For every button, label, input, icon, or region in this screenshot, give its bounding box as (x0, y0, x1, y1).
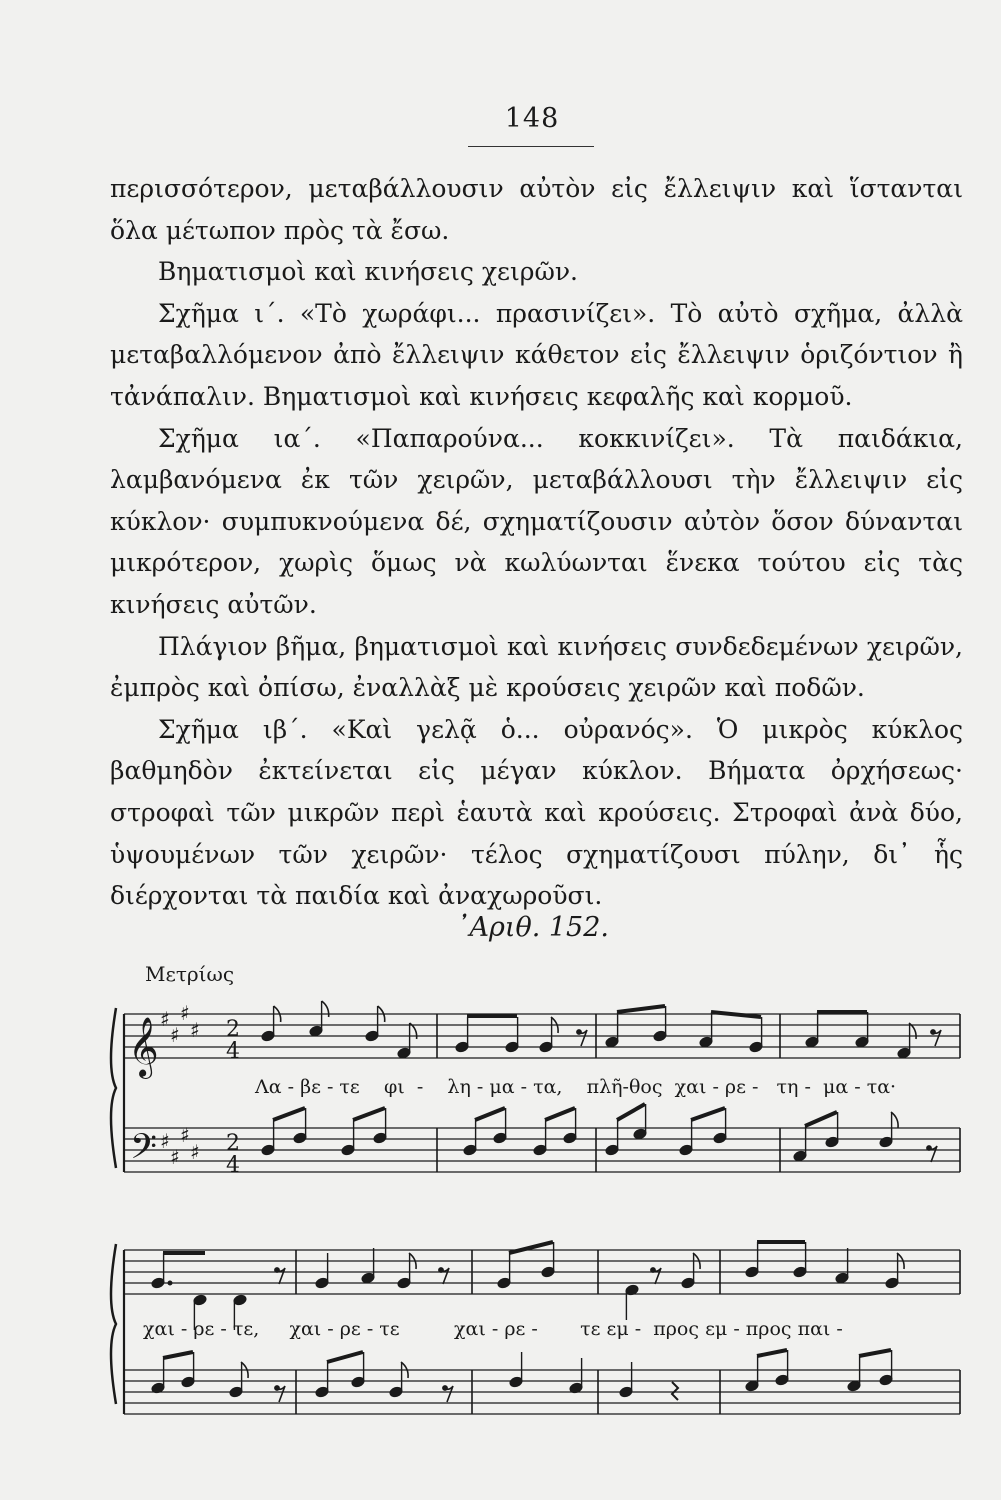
lyric-syllable: ρε (339, 1318, 361, 1340)
lyric-syllable: χαι (289, 1318, 322, 1340)
lyric-syllable: χαι (454, 1318, 486, 1340)
key-sharp: ♯ (170, 1145, 180, 1169)
lyric-syllable: μα (489, 1076, 515, 1098)
lyric-hyphen: - (180, 1318, 188, 1340)
lyric-syllable: φι (383, 1076, 405, 1098)
note-dot (168, 1281, 172, 1285)
lyric-syllable: τε (339, 1076, 360, 1098)
paragraph: Βηματισμοὶ καὶ κινήσεις χειρῶν. (158, 257, 578, 287)
system-brace (111, 1244, 116, 1404)
lyric-hyphen: - (491, 1318, 499, 1340)
lyric-syllable: Λα (255, 1076, 282, 1098)
key-sharp: ♯ (160, 1129, 170, 1153)
key-sharp: ♯ (190, 1018, 200, 1042)
key-sharp: ♯ (180, 1123, 190, 1147)
note-beam (617, 1006, 665, 1012)
lyric-syllable: θος (628, 1076, 663, 1098)
paragraph: Σχῆμα ιβ΄. «Καὶ γελᾷ ὁ... οὐρανός». Ὁ μικρὸς κύκλος βαθμηδὸν ἐκτείνεται εἰς μέγαν κύκλον. Βήματα ὀρχήσεως· στροφαὶ τῶν μικρῶν περὶ ἑαυτὰ καὶ κρούσεις. Στροφαὶ ἀνὰ δύο, ὑψουμένων τῶν χειρῶν· τέλος σχηματίζουσι πύλην, δι᾽ ἧς διέρχονται τὰ παιδία καὶ ἀναχωροῦσι. (110, 714, 963, 911)
note-beam (805, 1112, 837, 1126)
lyric-hyphen: - (804, 1076, 811, 1098)
time-signature-bottom: 4 (226, 1153, 240, 1178)
rest-dot (651, 1268, 656, 1273)
system-brace (111, 1008, 116, 1168)
lyric-syllable: εμ (606, 1318, 629, 1340)
time-signature-top: 2 (226, 1017, 240, 1042)
lyric-hyphen: - (836, 1318, 843, 1340)
note-beam (327, 1352, 363, 1362)
rest-dot (439, 1268, 444, 1273)
treble-clef: 𝄞 (128, 1017, 159, 1077)
lyric-hyphen: - (854, 1076, 861, 1098)
note-beam (617, 1104, 645, 1120)
example-caption: ᾿Αριθ. 152. (456, 912, 609, 943)
rest-dot (275, 1268, 280, 1273)
lyric-syllable: βε (300, 1076, 321, 1098)
note-beam (163, 1352, 193, 1358)
lyric-hyphen: - (326, 1076, 334, 1098)
paragraph: Σχῆμα ια΄. «Παπαρούνα... κοκκινίζει». Τὰ παιδάκια, λαμβανόμενα ἐκ τῶν χειρῶν, μεταβάλλουσι τὴν ἔλλειψιν εἰς κύκλον· συμπυκνούμενα δέ, σχηματίζουσιν αὐτὸν ὅσον δύνανται μικρότερον, χωρὶς ὅμως νὰ κωλύωνται ἕνεκα τούτου εἰς τὰς κινήσεις αὐτῶν. (110, 423, 963, 619)
lyric-hyphen: - (327, 1318, 334, 1340)
lyric-hyphen: - (751, 1076, 759, 1098)
tempo-marking: Μετρίως (145, 962, 235, 986)
note-beam (353, 1108, 385, 1120)
rest-dot (275, 1386, 280, 1391)
key-sharp: ♯ (180, 1001, 190, 1025)
lyrics-system-1 (255, 1076, 896, 1098)
lyric-hyphen: - (712, 1076, 719, 1098)
note-beam (691, 1108, 725, 1120)
lyric-hyphen: - (366, 1318, 374, 1340)
paragraph: Σχῆμα ι΄. «Τὸ χωράφι... πρασινίζει». Τὸ αὐτὸ σχῆμα, ἀλλὰ μεταβαλλόμενον ἀπὸ ἔλλειψιν κάθετον εἰς ἔλλειψιν ὁριζόντιον ἢ τἀνάπαλιν. Βηματισμοὶ καὶ κινήσεις κεφαλῆς καὶ κορμοῦ. (110, 298, 963, 411)
page-number: 148 (504, 103, 560, 134)
lyric-syllable: τε (580, 1318, 601, 1340)
key-sharp: ♯ (190, 1140, 200, 1164)
rest-dot (931, 1030, 936, 1035)
note-beam (757, 1350, 787, 1356)
paragraph: περισσότερον, μεταβάλλουσιν αὐτὸν εἰς ἔλλειψιν καὶ ἵστανται ὅλα μέτωπον πρὸς τὰ ἔσω. (110, 174, 963, 245)
paragraph: Πλάγιον βῆμα, βηματισμοὶ καὶ κινήσεις συνδεδεμένων χειρῶν, ἐμπρὸς καὶ ὀπίσω, ἐναλλὰξ μὲ κρούσεις χειρῶν καὶ ποδῶν. (110, 631, 963, 703)
lyric-syllable: τα, (533, 1076, 563, 1098)
key-sharp: ♯ (160, 1007, 170, 1031)
rest-dot (577, 1030, 582, 1035)
note-beam (509, 1242, 553, 1253)
lyric-syllable: προς (745, 1318, 792, 1340)
lyric-syllable: τε (379, 1318, 400, 1340)
lyric-hyphen: - (416, 1076, 424, 1098)
time-signature-bottom: 4 (226, 1039, 240, 1064)
lyric-syllable: ρε (504, 1318, 526, 1340)
lyric-hyphen: - (287, 1076, 295, 1098)
key-sharp: ♯ (170, 1023, 180, 1047)
time-signature-top: 2 (226, 1131, 240, 1156)
lyric-syllable: χαι (143, 1318, 175, 1340)
lyric-syllable: τη (776, 1076, 799, 1098)
note-beam (273, 1108, 305, 1120)
lyric-syllable: εμ (705, 1318, 728, 1340)
note-beam (475, 1108, 505, 1120)
lyric-hyphen: - (634, 1318, 642, 1340)
lyric-hyphen: - (520, 1076, 528, 1098)
note-beam (859, 1350, 891, 1356)
lyric-syllable: παι (797, 1318, 831, 1340)
lyric-syllable: τε, (232, 1318, 260, 1340)
lyrics-system-2 (143, 1318, 843, 1340)
lyric-hyphen: - (733, 1318, 740, 1340)
lyric-hyphen: - (220, 1318, 227, 1340)
bass-clef: 𝄢 (130, 1126, 158, 1175)
lyric-syllable: τα· (866, 1076, 897, 1098)
lyric-syllable: ρε (193, 1318, 215, 1340)
rest-dot (927, 1146, 932, 1151)
quarter-rest (672, 1382, 678, 1400)
lyric-hyphen: - (476, 1076, 484, 1098)
lyric-syllable: ρε (724, 1076, 746, 1098)
note-beam (711, 1012, 761, 1017)
lyric-syllable: μα (822, 1076, 849, 1098)
lyric-syllable: χαι (674, 1076, 707, 1098)
lyric-syllable: πλῆ (586, 1076, 623, 1098)
lyric-syllable: προς (653, 1318, 700, 1340)
lyric-hyphen: - (531, 1318, 538, 1340)
lyric-hyphen: - (622, 1076, 629, 1098)
rest-dot (443, 1386, 448, 1391)
lyric-syllable: λη (447, 1076, 471, 1098)
note-beam (545, 1108, 575, 1120)
